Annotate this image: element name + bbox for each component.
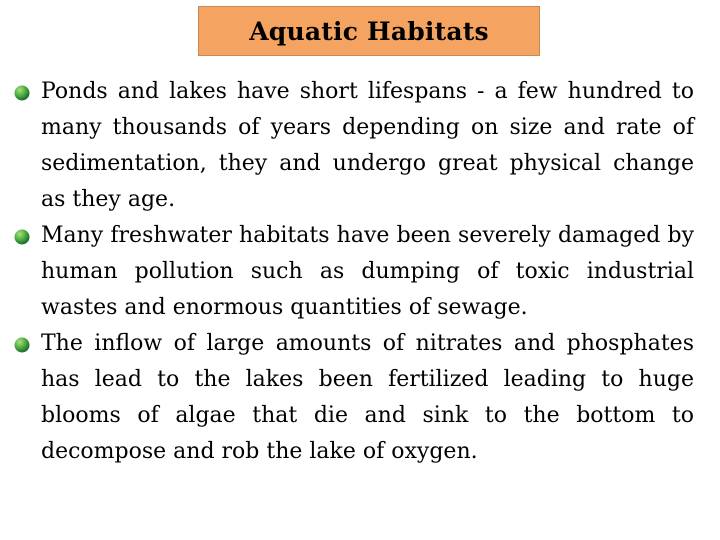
bullet-item [14, 326, 694, 470]
title-box [198, 6, 540, 56]
bullet-text: Ponds and lakes have short lifespans - a few hundred to many thousands of years depending on size and rate of sedimentation, they and undergo great physical change as they age. [41, 79, 694, 212]
slide-title: Aquatic Habitats [249, 16, 489, 46]
green-sphere-bullet-icon [14, 337, 30, 353]
green-sphere-bullet-icon [14, 229, 30, 245]
bullet-text: The inflow of large amounts of nitrates and phosphates has lead to the lakes been fertilized leading to huge blooms of algae that die and sink to the bottom to decompose and rob the lake of oxygen. [41, 331, 694, 464]
green-sphere-bullet-icon [14, 85, 30, 101]
bullet-item [14, 218, 694, 326]
bullet-text: Many freshwater habitats have been severely damaged by human pollution such as dumping of toxic industrial wastes and enormous quantities of sewage. [41, 223, 694, 320]
bullet-list [14, 74, 694, 470]
bullet-item [14, 74, 694, 218]
